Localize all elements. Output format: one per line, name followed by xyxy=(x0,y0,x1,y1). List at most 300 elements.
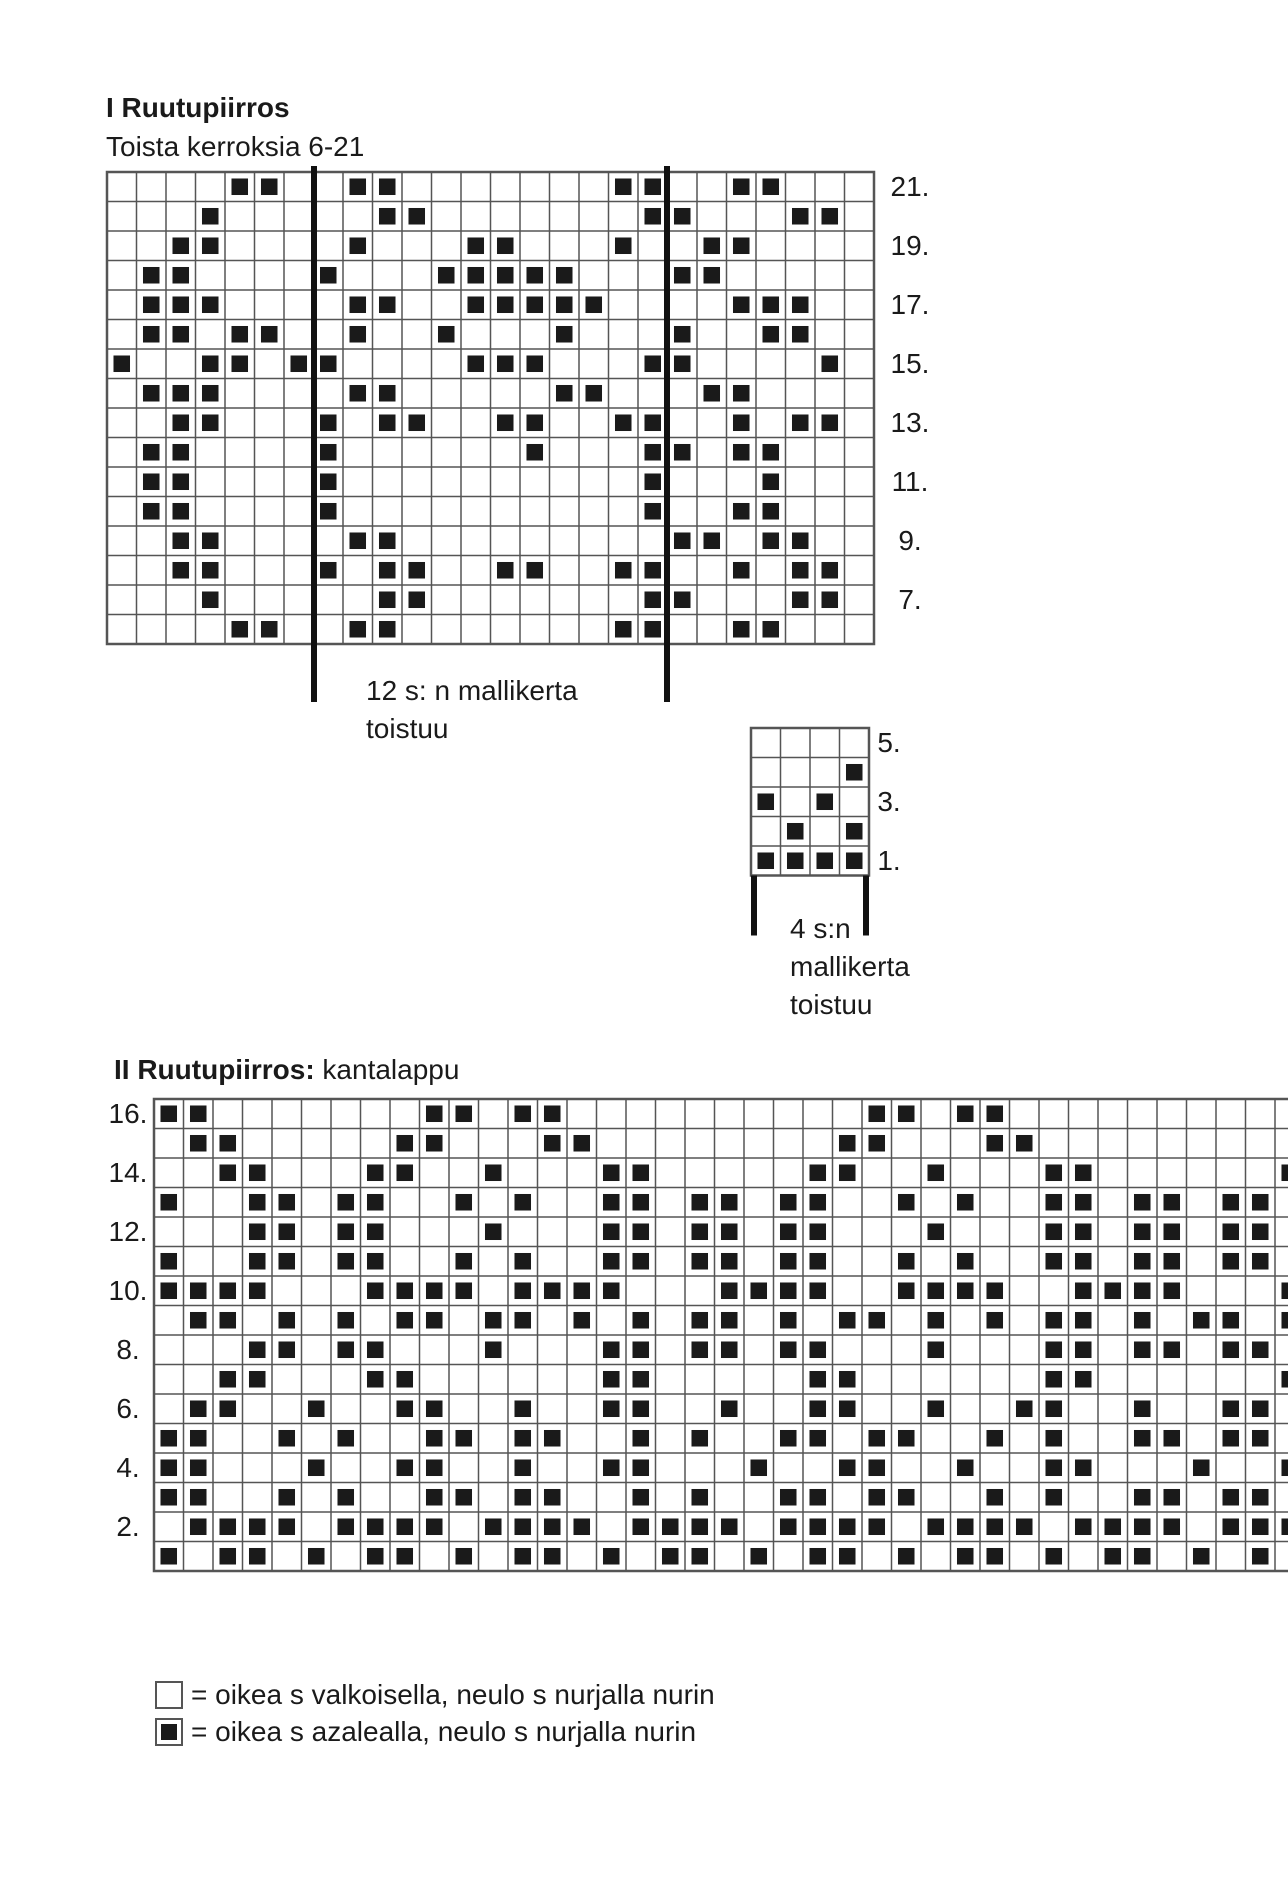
chart2-filled-stitch xyxy=(426,1518,443,1535)
chart2-filled-stitch xyxy=(160,1282,177,1299)
chart2-filled-stitch xyxy=(573,1282,590,1299)
chart-small-grid xyxy=(751,728,869,876)
chart2-filled-stitch xyxy=(396,1459,413,1476)
chart2-grid xyxy=(154,1099,1288,1571)
chart2-filled-stitch xyxy=(308,1548,325,1565)
chart1-filled-stitch xyxy=(143,267,160,284)
chart2-filled-stitch xyxy=(367,1282,384,1299)
chart1-filled-stitch xyxy=(644,473,661,490)
chart-small-row-label: 3. xyxy=(877,786,901,818)
chart2-filled-stitch xyxy=(603,1282,620,1299)
chart-small-filled-stitch xyxy=(787,852,804,869)
chart2-filled-stitch xyxy=(721,1518,738,1535)
chart1-row-label: 13. xyxy=(890,407,930,439)
chart1-filled-stitch xyxy=(644,414,661,431)
chart-small-repeat-label: 4 s:n mallikerta toistuu xyxy=(790,913,910,1020)
chart2-left-row-label: 4. xyxy=(116,1452,140,1484)
chart1-filled-stitch xyxy=(703,385,720,402)
chart1-filled-stitch xyxy=(792,296,809,313)
chart1-filled-stitch xyxy=(762,473,779,490)
chart2-filled-stitch xyxy=(514,1518,531,1535)
chart2-filled-stitch xyxy=(957,1253,974,1270)
chart2-filled-stitch xyxy=(809,1518,826,1535)
chart1-filled-stitch xyxy=(762,296,779,313)
chart2-filled-stitch xyxy=(1163,1253,1180,1270)
chart2-filled-stitch xyxy=(485,1312,502,1329)
chart2-filled-stitch xyxy=(868,1459,885,1476)
chart1-filled-stitch xyxy=(821,591,838,608)
chart2-filled-stitch xyxy=(219,1400,236,1417)
chart2-left-row-label: 2. xyxy=(116,1511,140,1543)
chart1-filled-stitch xyxy=(497,267,514,284)
chart1-filled-stitch xyxy=(674,208,691,225)
chart1-filled-stitch xyxy=(762,326,779,343)
chart2-filled-stitch xyxy=(367,1164,384,1181)
chart2-filled-stitch xyxy=(485,1518,502,1535)
chart1-filled-stitch xyxy=(615,237,632,254)
chart2-filled-stitch xyxy=(1163,1341,1180,1358)
chart-small-filled-stitch xyxy=(846,764,863,781)
chart1-filled-stitch xyxy=(379,178,396,195)
chart2-filled-stitch xyxy=(898,1194,915,1211)
chart2-filled-stitch xyxy=(780,1489,797,1506)
chart1-filled-stitch xyxy=(172,296,189,313)
chart2-filled-stitch xyxy=(544,1135,561,1152)
chart2-filled-stitch xyxy=(1163,1518,1180,1535)
chart1-filled-stitch xyxy=(497,296,514,313)
chart2-filled-stitch xyxy=(721,1282,738,1299)
chart2-filled-stitch xyxy=(691,1430,708,1447)
chart1-filled-stitch xyxy=(733,414,750,431)
chart2-filled-stitch xyxy=(927,1223,944,1240)
chart2-filled-stitch xyxy=(839,1518,856,1535)
chart2-filled-stitch xyxy=(898,1489,915,1506)
chart1-filled-stitch xyxy=(703,237,720,254)
chart2-filled-stitch xyxy=(396,1282,413,1299)
chart2-filled-stitch xyxy=(367,1341,384,1358)
chart2-filled-stitch xyxy=(190,1400,207,1417)
chart1-grid xyxy=(107,172,874,644)
chart2-filled-stitch xyxy=(455,1194,472,1211)
chart2-filled-stitch xyxy=(367,1518,384,1535)
chart1-filled-stitch xyxy=(143,296,160,313)
chart2-filled-stitch xyxy=(1075,1518,1092,1535)
chart2-filled-stitch xyxy=(219,1312,236,1329)
chart1-filled-stitch xyxy=(320,414,337,431)
chart1-filled-stitch xyxy=(792,326,809,343)
chart2-filled-stitch xyxy=(249,1371,266,1388)
chart2-filled-stitch xyxy=(278,1518,295,1535)
chart2-filled-stitch xyxy=(603,1253,620,1270)
chart1-filled-stitch xyxy=(408,414,425,431)
chart2-filled-stitch xyxy=(750,1282,767,1299)
chart2-filled-stitch xyxy=(337,1341,354,1358)
chart1-filled-stitch xyxy=(379,208,396,225)
chart1-filled-stitch xyxy=(467,296,484,313)
chart2-filled-stitch xyxy=(485,1223,502,1240)
chart2-filled-stitch xyxy=(898,1105,915,1122)
chart2-filled-stitch xyxy=(249,1282,266,1299)
chart2-filled-stitch xyxy=(249,1548,266,1565)
chart2-filled-stitch xyxy=(927,1282,944,1299)
chart2-filled-stitch xyxy=(898,1282,915,1299)
chart1-filled-stitch xyxy=(615,621,632,638)
chart1-filled-stitch xyxy=(231,355,248,372)
chart2-filled-stitch xyxy=(367,1371,384,1388)
chart1-filled-stitch xyxy=(379,532,396,549)
chart1-filled-stitch xyxy=(172,444,189,461)
chart2-filled-stitch xyxy=(249,1253,266,1270)
chart2-filled-stitch xyxy=(1045,1253,1062,1270)
chart1-filled-stitch xyxy=(202,532,219,549)
chart2-filled-stitch xyxy=(1134,1253,1151,1270)
chart1-filled-stitch xyxy=(379,621,396,638)
chart1-filled-stitch xyxy=(172,414,189,431)
chart2-filled-stitch xyxy=(721,1223,738,1240)
chart2-filled-stitch xyxy=(1222,1223,1239,1240)
chart2-filled-stitch xyxy=(544,1430,561,1447)
chart2-filled-stitch xyxy=(514,1194,531,1211)
chart2-filled-stitch xyxy=(1222,1400,1239,1417)
chart1-filled-stitch xyxy=(172,562,189,579)
chart2-filled-stitch xyxy=(396,1518,413,1535)
chart2-filled-stitch xyxy=(367,1253,384,1270)
chart2-filled-stitch xyxy=(1134,1194,1151,1211)
chart2-filled-stitch xyxy=(839,1548,856,1565)
chart1-filled-stitch xyxy=(379,296,396,313)
chart2-filled-stitch xyxy=(1222,1341,1239,1358)
chart2-filled-stitch xyxy=(721,1194,738,1211)
chart2-filled-stitch xyxy=(514,1430,531,1447)
chart2-filled-stitch xyxy=(957,1105,974,1122)
chart2-filled-stitch xyxy=(249,1164,266,1181)
chart2-filled-stitch xyxy=(1163,1223,1180,1240)
legend-filled-square-icon xyxy=(155,1718,183,1746)
chart2-title-rest: kantalappu xyxy=(314,1054,460,1085)
chart1-filled-stitch xyxy=(733,237,750,254)
chart2-filled-stitch xyxy=(1281,1459,1288,1476)
chart2-filled-stitch xyxy=(426,1459,443,1476)
chart1-filled-stitch xyxy=(320,355,337,372)
chart2-filled-stitch xyxy=(1104,1548,1121,1565)
chart2-filled-stitch xyxy=(426,1282,443,1299)
chart2-filled-stitch xyxy=(868,1312,885,1329)
chart2-filled-stitch xyxy=(868,1489,885,1506)
chart2-filled-stitch xyxy=(632,1371,649,1388)
chart2-filled-stitch xyxy=(632,1518,649,1535)
chart2-filled-stitch xyxy=(1222,1253,1239,1270)
chart2-filled-stitch xyxy=(603,1164,620,1181)
chart2-filled-stitch xyxy=(809,1194,826,1211)
chart1-filled-stitch xyxy=(349,296,366,313)
chart1-filled-stitch xyxy=(703,532,720,549)
chart2-filled-stitch xyxy=(219,1518,236,1535)
chart2-filled-stitch xyxy=(1134,1312,1151,1329)
chart1-row-label: 17. xyxy=(890,289,930,321)
chart2-filled-stitch xyxy=(396,1312,413,1329)
chart1-filled-stitch xyxy=(349,237,366,254)
chart1-filled-stitch xyxy=(615,414,632,431)
chart1-filled-stitch xyxy=(497,355,514,372)
chart2-filled-stitch xyxy=(632,1341,649,1358)
chart2-filled-stitch xyxy=(780,1194,797,1211)
chart1-filled-stitch xyxy=(526,355,543,372)
chart2-filled-stitch xyxy=(544,1282,561,1299)
chart1-subtitle: Toista kerroksia 6-21 xyxy=(106,131,365,162)
chart2-filled-stitch xyxy=(455,1489,472,1506)
chart2-filled-stitch xyxy=(868,1135,885,1152)
chart2-filled-stitch xyxy=(957,1548,974,1565)
chart2-filled-stitch xyxy=(1104,1282,1121,1299)
chart2-filled-stitch xyxy=(1281,1282,1288,1299)
chart1-filled-stitch xyxy=(644,208,661,225)
chart2-filled-stitch xyxy=(249,1223,266,1240)
chart2-filled-stitch xyxy=(426,1105,443,1122)
chart1-filled-stitch xyxy=(379,385,396,402)
chart1-row-label: 19. xyxy=(890,230,930,262)
chart2-filled-stitch xyxy=(1252,1194,1269,1211)
chart1-filled-stitch xyxy=(792,591,809,608)
chart1-filled-stitch xyxy=(408,562,425,579)
chart1-filled-stitch xyxy=(172,385,189,402)
chart2-filled-stitch xyxy=(691,1253,708,1270)
chart2-filled-stitch xyxy=(721,1341,738,1358)
chart1-filled-stitch xyxy=(615,178,632,195)
chart2-filled-stitch xyxy=(455,1548,472,1565)
chart1-filled-stitch xyxy=(733,296,750,313)
chart2-filled-stitch xyxy=(514,1489,531,1506)
chart2-filled-stitch xyxy=(1252,1253,1269,1270)
chart2-filled-stitch xyxy=(190,1282,207,1299)
chart2-filled-stitch xyxy=(278,1194,295,1211)
chart1-filled-stitch xyxy=(526,444,543,461)
chart2-filled-stitch xyxy=(160,1105,177,1122)
chart1-filled-stitch xyxy=(320,562,337,579)
chart1-filled-stitch xyxy=(674,444,691,461)
chart2-filled-stitch xyxy=(809,1223,826,1240)
chart1-filled-stitch xyxy=(438,326,455,343)
chart2-filled-stitch xyxy=(219,1548,236,1565)
chart2-filled-stitch xyxy=(573,1312,590,1329)
chart1-filled-stitch xyxy=(202,208,219,225)
chart1-filled-stitch xyxy=(821,562,838,579)
chart2-filled-stitch xyxy=(957,1282,974,1299)
chart2-filled-stitch xyxy=(632,1400,649,1417)
chart-small-filled-stitch xyxy=(757,793,774,810)
chart2-filled-stitch xyxy=(278,1253,295,1270)
chart2-filled-stitch xyxy=(396,1164,413,1181)
chart2-filled-stitch xyxy=(603,1223,620,1240)
chart2-filled-stitch xyxy=(1045,1400,1062,1417)
chart1-filled-stitch xyxy=(526,296,543,313)
chart2-filled-stitch xyxy=(219,1282,236,1299)
chart2-left-row-label: 16. xyxy=(108,1098,148,1130)
chart1-filled-stitch xyxy=(408,208,425,225)
chart1-filled-stitch xyxy=(467,267,484,284)
chart2-filled-stitch xyxy=(1045,1430,1062,1447)
chart1-filled-stitch xyxy=(231,326,248,343)
chart2-filled-stitch xyxy=(367,1223,384,1240)
chart1-filled-stitch xyxy=(674,355,691,372)
chart2-left-row-label: 8. xyxy=(116,1334,140,1366)
chart2-filled-stitch xyxy=(1222,1489,1239,1506)
chart-small-filled-stitch xyxy=(787,823,804,840)
chart1-filled-stitch xyxy=(202,296,219,313)
chart2-left-row-label: 14. xyxy=(108,1157,148,1189)
chart2-filled-stitch xyxy=(809,1548,826,1565)
chart2-filled-stitch xyxy=(927,1164,944,1181)
chart2-filled-stitch xyxy=(809,1400,826,1417)
chart1-filled-stitch xyxy=(143,326,160,343)
chart2-filled-stitch xyxy=(1193,1459,1210,1476)
chart2-filled-stitch xyxy=(1045,1194,1062,1211)
chart2-filled-stitch xyxy=(1075,1164,1092,1181)
chart2-filled-stitch xyxy=(1193,1312,1210,1329)
chart1-filled-stitch xyxy=(349,532,366,549)
chart1-repeat-label: 12 s: n mallikerta toistuu xyxy=(366,675,578,744)
chart1-filled-stitch xyxy=(320,503,337,520)
chart1-filled-stitch xyxy=(556,385,573,402)
chart2-filled-stitch xyxy=(1134,1489,1151,1506)
chart1-filled-stitch xyxy=(526,267,543,284)
chart1-filled-stitch xyxy=(792,562,809,579)
chart2-filled-stitch xyxy=(662,1548,679,1565)
chart2-filled-stitch xyxy=(544,1105,561,1122)
chart2-filled-stitch xyxy=(249,1341,266,1358)
chart1-filled-stitch xyxy=(762,178,779,195)
chart2-filled-stitch xyxy=(986,1548,1003,1565)
chart2-filled-stitch xyxy=(1222,1194,1239,1211)
chart2-filled-stitch xyxy=(898,1548,915,1565)
chart1-filled-stitch xyxy=(762,444,779,461)
chart2-filled-stitch xyxy=(868,1105,885,1122)
chart1-filled-stitch xyxy=(733,178,750,195)
chart1-row-label: 15. xyxy=(890,348,930,380)
chart2-filled-stitch xyxy=(367,1194,384,1211)
chart2-filled-stitch xyxy=(632,1430,649,1447)
chart2-filled-stitch xyxy=(957,1194,974,1211)
chart2-filled-stitch xyxy=(485,1164,502,1181)
chart1-filled-stitch xyxy=(202,562,219,579)
chart1-filled-stitch xyxy=(556,326,573,343)
chart1-filled-stitch xyxy=(261,326,278,343)
chart1-filled-stitch xyxy=(143,473,160,490)
chart2-filled-stitch xyxy=(1075,1194,1092,1211)
chart2-filled-stitch xyxy=(1075,1341,1092,1358)
chart2-filled-stitch xyxy=(337,1489,354,1506)
chart1-filled-stitch xyxy=(467,355,484,372)
chart2-filled-stitch xyxy=(839,1135,856,1152)
chart1-filled-stitch xyxy=(615,562,632,579)
chart2-filled-stitch xyxy=(190,1135,207,1152)
chart2-filled-stitch xyxy=(190,1312,207,1329)
chart2-filled-stitch xyxy=(632,1253,649,1270)
chart1-filled-stitch xyxy=(644,591,661,608)
chart2-filled-stitch xyxy=(337,1253,354,1270)
chart2-filled-stitch xyxy=(455,1430,472,1447)
chart1-filled-stitch xyxy=(497,562,514,579)
chart2-left-row-label: 6. xyxy=(116,1393,140,1425)
chart2-filled-stitch xyxy=(1163,1489,1180,1506)
chart2-filled-stitch xyxy=(190,1430,207,1447)
chart1-filled-stitch xyxy=(644,562,661,579)
chart2-filled-stitch xyxy=(396,1400,413,1417)
chart2-filled-stitch xyxy=(780,1341,797,1358)
chart2-filled-stitch xyxy=(514,1282,531,1299)
chart1-filled-stitch xyxy=(349,621,366,638)
chart2-filled-stitch xyxy=(780,1430,797,1447)
chart2-filled-stitch xyxy=(1252,1341,1269,1358)
chart1-filled-stitch xyxy=(143,444,160,461)
legend-row-filled xyxy=(155,1716,696,1748)
chart2-filled-stitch xyxy=(337,1194,354,1211)
chart2-filled-stitch xyxy=(249,1518,266,1535)
chart2-filled-stitch xyxy=(396,1371,413,1388)
chart2-filled-stitch xyxy=(308,1400,325,1417)
chart1-title: I Ruutupiirros xyxy=(106,92,290,123)
chart1-filled-stitch xyxy=(349,326,366,343)
chart2-filled-stitch xyxy=(1222,1312,1239,1329)
chart2-filled-stitch xyxy=(1016,1518,1033,1535)
chart-small-filled-stitch xyxy=(846,823,863,840)
legend-white-square-icon xyxy=(155,1681,183,1709)
chart2-filled-stitch xyxy=(721,1400,738,1417)
chart2-filled-stitch xyxy=(927,1518,944,1535)
chart1-filled-stitch xyxy=(349,178,366,195)
chart2-filled-stitch xyxy=(1016,1400,1033,1417)
chart2-filled-stitch xyxy=(1134,1518,1151,1535)
chart2-filled-stitch xyxy=(691,1312,708,1329)
chart2-filled-stitch xyxy=(632,1312,649,1329)
chart2-filled-stitch xyxy=(927,1312,944,1329)
chart1-filled-stitch xyxy=(143,503,160,520)
chart1-filled-stitch xyxy=(320,267,337,284)
chart-small-filled-stitch xyxy=(816,852,833,869)
chart2-filled-stitch xyxy=(1075,1459,1092,1476)
chart1-filled-stitch xyxy=(497,237,514,254)
chart2-filled-stitch xyxy=(1045,1459,1062,1476)
chart1-filled-stitch xyxy=(733,385,750,402)
chart2-filled-stitch xyxy=(780,1282,797,1299)
chart2-filled-stitch xyxy=(1045,1548,1062,1565)
chart2-filled-stitch xyxy=(632,1194,649,1211)
chart2-filled-stitch xyxy=(1045,1164,1062,1181)
chart1-filled-stitch xyxy=(762,532,779,549)
chart2-filled-stitch xyxy=(455,1253,472,1270)
chart1-filled-stitch xyxy=(320,444,337,461)
chart2-filled-stitch xyxy=(809,1282,826,1299)
chart1-row-label: 11. xyxy=(891,466,929,498)
chart2-filled-stitch xyxy=(514,1459,531,1476)
chart1-filled-stitch xyxy=(231,621,248,638)
chart2-filled-stitch xyxy=(426,1135,443,1152)
chart1-filled-stitch xyxy=(202,385,219,402)
chart2-filled-stitch xyxy=(1281,1371,1288,1388)
chart1-filled-stitch xyxy=(349,385,366,402)
chart1-filled-stitch xyxy=(762,621,779,638)
chart2-filled-stitch xyxy=(1104,1518,1121,1535)
chart1-filled-stitch xyxy=(792,414,809,431)
chart2-filled-stitch xyxy=(839,1371,856,1388)
chart2-filled-stitch xyxy=(632,1459,649,1476)
chart2-filled-stitch xyxy=(1134,1223,1151,1240)
chart2-filled-stitch xyxy=(514,1253,531,1270)
chart2-filled-stitch xyxy=(1134,1282,1151,1299)
chart2-filled-stitch xyxy=(160,1548,177,1565)
chart2-filled-stitch xyxy=(1134,1430,1151,1447)
chart1-filled-stitch xyxy=(408,591,425,608)
chart2-filled-stitch xyxy=(1193,1548,1210,1565)
